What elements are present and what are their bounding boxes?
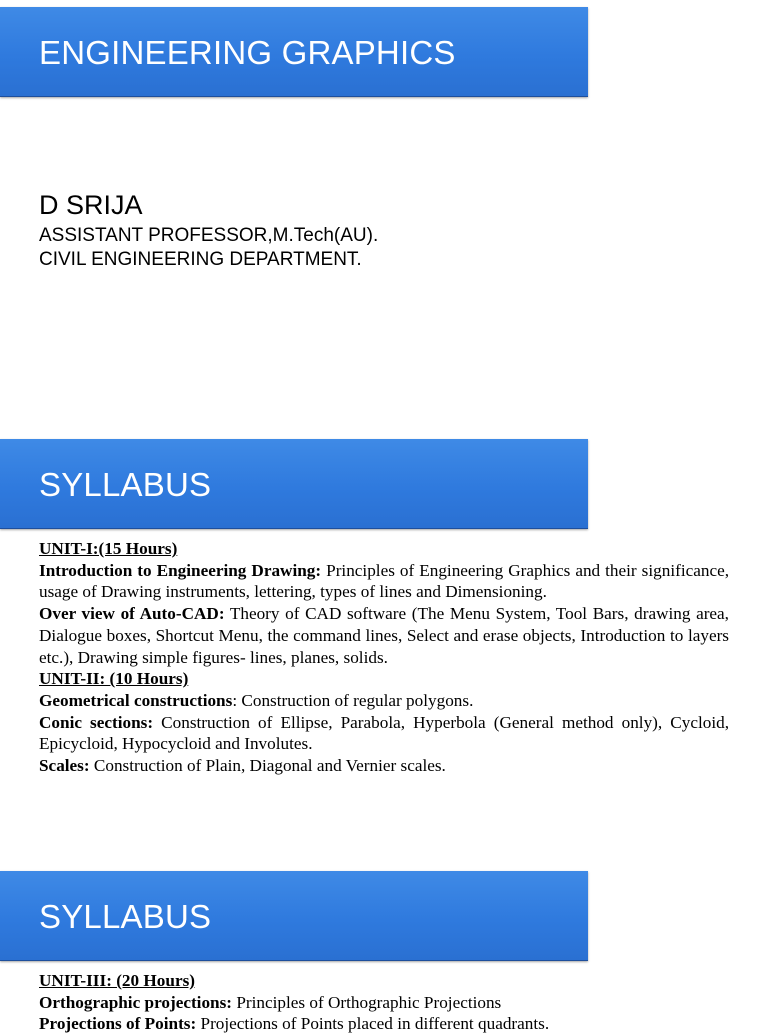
unit-heading: UNIT-II: (10 Hours) xyxy=(39,669,189,689)
slide-title: SYLLABUS xyxy=(39,898,212,935)
unit-heading: UNIT-I:(15 Hours) xyxy=(39,539,178,558)
topic-term: Scales: xyxy=(39,756,90,776)
syllabus-paragraph xyxy=(39,690,729,712)
syllabus-paragraph xyxy=(39,603,729,668)
topic-term: Introduction to Engineering Drawing: xyxy=(39,560,322,580)
topic-term: Conic sections: xyxy=(39,712,154,732)
topic-text: Construction of Plain, Diagonal and Vernier scales. xyxy=(89,756,446,776)
topic-text: Principles of Engineering Graphics and their significance, usage of Drawing instruments, lettering, types of lines and Dimensioning. xyxy=(39,560,730,602)
syllabus-body xyxy=(39,538,729,777)
topic-term: Orthographic projections: xyxy=(39,992,233,1012)
syllabus-banner xyxy=(0,871,588,961)
topic-text: Projections of Points placed in different quadrants. xyxy=(196,1014,550,1034)
author-department: CIVIL ENGINEERING DEPARTMENT. xyxy=(39,249,362,270)
topic-text: Principles of Orthographic Projections xyxy=(232,992,502,1012)
topic-term: Over view of Auto-CAD: xyxy=(39,604,225,624)
syllabus-paragraph xyxy=(39,1013,729,1035)
syllabus-paragraph xyxy=(39,712,729,755)
topic-term: Projections of Points: xyxy=(39,1014,197,1034)
syllabus-paragraph xyxy=(39,992,729,1014)
document-title: ENGINEERING GRAPHICS xyxy=(39,34,456,71)
topic-text: Construction of Ellipse, Parabola, Hyperbola (General method only), Cycloid, Epicycloid, Hypocycloid and Involutes. xyxy=(39,712,729,754)
syllabus-paragraph xyxy=(39,755,729,777)
author-designation: ASSISTANT PROFESSOR,M.Tech(AU). xyxy=(39,225,379,246)
topic-text: Theory of CAD software (The Menu System, Tool Bars, drawing area, Dialogue boxes, Shortcut Menu, the command lines, Select and erase objects, Introduction to layers etc.), Drawing simple figures- lines, planes, solids. xyxy=(39,604,729,667)
slide-title: SYLLABUS xyxy=(39,466,212,503)
topic-term: Geometrical constructions xyxy=(39,690,233,710)
title-banner xyxy=(0,7,588,97)
author-name: D SRIJA xyxy=(39,190,143,220)
syllabus-paragraph xyxy=(39,560,729,603)
unit-heading: UNIT-III: (20 Hours) xyxy=(39,971,195,990)
syllabus-banner xyxy=(0,439,588,529)
topic-text: : Construction of regular polygons. xyxy=(232,690,474,710)
syllabus-body xyxy=(39,970,729,1035)
